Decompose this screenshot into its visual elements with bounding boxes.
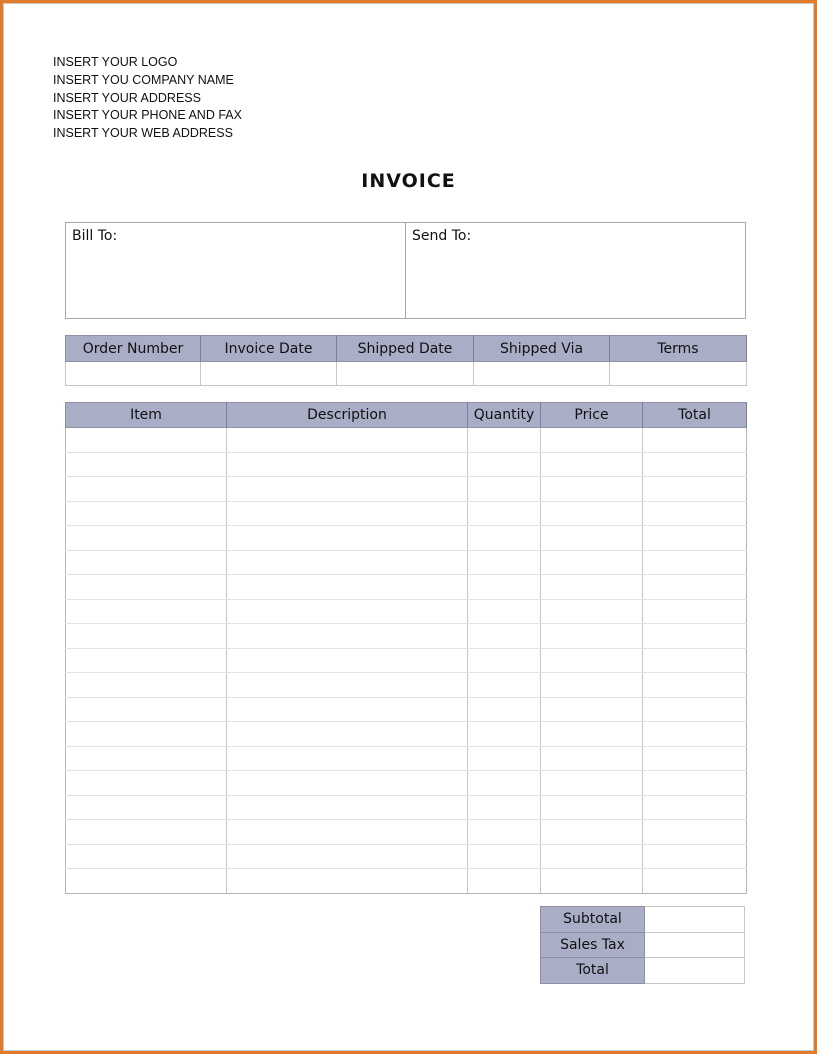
price-cell[interactable]	[541, 550, 643, 575]
quantity-cell[interactable]	[468, 795, 541, 820]
item-cell[interactable]	[66, 869, 227, 894]
description-header: Description	[227, 403, 468, 428]
price-cell[interactable]	[541, 869, 643, 894]
total-cell[interactable]	[643, 599, 747, 624]
item-cell[interactable]	[66, 599, 227, 624]
quantity-cell[interactable]	[468, 673, 541, 698]
price-cell[interactable]	[541, 746, 643, 771]
total-row	[541, 958, 745, 984]
table-row	[66, 795, 747, 820]
description-cell[interactable]	[227, 550, 468, 575]
invoice-date-cell[interactable]	[201, 362, 337, 386]
table-row	[66, 624, 747, 649]
table-row	[66, 428, 747, 453]
sales-tax-row	[541, 932, 745, 958]
quantity-cell[interactable]	[468, 648, 541, 673]
send-to-label: Send To:	[412, 228, 472, 244]
item-cell[interactable]	[66, 746, 227, 771]
table-row	[66, 599, 747, 624]
item-cell[interactable]	[66, 624, 227, 649]
bill-to-label: Bill To:	[72, 228, 118, 244]
quantity-cell[interactable]	[468, 844, 541, 869]
total-cell[interactable]	[643, 648, 747, 673]
item-cell[interactable]	[66, 501, 227, 526]
terms-header: Terms	[610, 336, 747, 362]
bill-to-field[interactable]	[66, 223, 405, 318]
price-cell[interactable]	[541, 599, 643, 624]
quantity-cell[interactable]	[468, 501, 541, 526]
item-cell[interactable]	[66, 697, 227, 722]
company-info-block	[53, 54, 242, 143]
company-logo-placeholder: INSERT YOUR LOGO	[53, 55, 178, 69]
total-header: Total	[643, 403, 747, 428]
total-cell[interactable]	[643, 575, 747, 600]
price-cell[interactable]	[541, 722, 643, 747]
price-cell[interactable]	[541, 844, 643, 869]
shipped-date-header: Shipped Date	[337, 336, 474, 362]
quantity-cell[interactable]	[468, 477, 541, 502]
quantity-cell[interactable]	[468, 428, 541, 453]
company-phone-fax-placeholder: INSERT YOUR PHONE AND FAX	[53, 108, 242, 123]
order-number-cell[interactable]	[66, 362, 201, 386]
price-cell[interactable]	[541, 697, 643, 722]
table-row	[66, 452, 747, 477]
line-items-body	[66, 428, 747, 894]
table-row	[66, 844, 747, 869]
total-cell[interactable]	[643, 746, 747, 771]
price-cell[interactable]	[541, 771, 643, 796]
table-row	[66, 501, 747, 526]
description-cell[interactable]	[227, 820, 468, 845]
shipped-via-header: Shipped Via	[474, 336, 610, 362]
price-header: Price	[541, 403, 643, 428]
price-cell[interactable]	[541, 477, 643, 502]
quantity-cell[interactable]	[468, 599, 541, 624]
table-row	[66, 697, 747, 722]
item-cell[interactable]	[66, 550, 227, 575]
total-cell[interactable]	[643, 844, 747, 869]
description-cell[interactable]	[227, 575, 468, 600]
item-cell[interactable]	[66, 526, 227, 551]
item-cell[interactable]	[66, 771, 227, 796]
invoice-date-header: Invoice Date	[201, 336, 337, 362]
price-cell[interactable]	[541, 795, 643, 820]
price-cell[interactable]	[541, 575, 643, 600]
quantity-cell[interactable]	[468, 550, 541, 575]
item-header: Item	[66, 403, 227, 428]
table-row	[66, 477, 747, 502]
description-cell[interactable]	[227, 501, 468, 526]
address-box	[65, 222, 746, 319]
send-to-field[interactable]	[405, 223, 745, 318]
total-cell[interactable]	[643, 501, 747, 526]
total-cell[interactable]	[643, 697, 747, 722]
price-cell[interactable]	[541, 428, 643, 453]
item-cell[interactable]	[66, 477, 227, 502]
description-cell[interactable]	[227, 869, 468, 894]
description-cell[interactable]	[227, 624, 468, 649]
quantity-cell[interactable]	[468, 575, 541, 600]
table-row	[66, 746, 747, 771]
table-row	[66, 648, 747, 673]
description-cell[interactable]	[227, 795, 468, 820]
description-cell[interactable]	[227, 452, 468, 477]
item-cell[interactable]	[66, 844, 227, 869]
item-cell[interactable]	[66, 428, 227, 453]
total-cell[interactable]	[643, 428, 747, 453]
company-web-address-placeholder: INSERT YOUR WEB ADDRESS	[53, 126, 233, 141]
order-number-header: Order Number	[66, 336, 201, 362]
table-row	[66, 673, 747, 698]
sales-tax-label: Sales Tax	[541, 932, 645, 958]
description-cell[interactable]	[227, 428, 468, 453]
company-name-placeholder: INSERT YOU COMPANY NAME	[53, 72, 234, 87]
total-cell[interactable]	[643, 722, 747, 747]
total-cell[interactable]	[643, 550, 747, 575]
price-cell[interactable]	[541, 624, 643, 649]
price-cell[interactable]	[541, 526, 643, 551]
totals-table	[540, 906, 745, 984]
terms-cell[interactable]	[610, 362, 747, 386]
total-label: Total	[541, 958, 645, 984]
item-cell[interactable]	[66, 820, 227, 845]
quantity-cell[interactable]	[468, 452, 541, 477]
total-cell[interactable]	[643, 624, 747, 649]
description-cell[interactable]	[227, 722, 468, 747]
sales-tax-value[interactable]	[645, 932, 745, 958]
table-row	[66, 771, 747, 796]
quantity-header: Quantity	[468, 403, 541, 428]
line-items-table	[65, 402, 747, 894]
total-cell[interactable]	[643, 820, 747, 845]
price-cell[interactable]	[541, 673, 643, 698]
total-cell[interactable]	[643, 673, 747, 698]
total-cell[interactable]	[643, 526, 747, 551]
item-cell[interactable]	[66, 795, 227, 820]
quantity-cell[interactable]	[468, 722, 541, 747]
total-value[interactable]	[645, 958, 745, 984]
item-cell[interactable]	[66, 648, 227, 673]
table-row	[66, 820, 747, 845]
subtotal-row	[541, 907, 745, 933]
company-address-placeholder: INSERT YOUR ADDRESS	[53, 90, 201, 105]
description-cell[interactable]	[227, 844, 468, 869]
description-cell[interactable]	[227, 477, 468, 502]
total-cell[interactable]	[643, 452, 747, 477]
quantity-cell[interactable]	[468, 697, 541, 722]
quantity-cell[interactable]	[468, 624, 541, 649]
description-cell[interactable]	[227, 526, 468, 551]
shipped-date-cell[interactable]	[337, 362, 474, 386]
description-cell[interactable]	[227, 697, 468, 722]
description-cell[interactable]	[227, 746, 468, 771]
subtotal-label: Subtotal	[541, 907, 645, 933]
price-cell[interactable]	[541, 452, 643, 477]
quantity-cell[interactable]	[468, 771, 541, 796]
item-cell[interactable]	[66, 575, 227, 600]
quantity-cell[interactable]	[468, 526, 541, 551]
quantity-cell[interactable]	[468, 869, 541, 894]
description-cell[interactable]	[227, 771, 468, 796]
invoice-title: INVOICE	[361, 170, 456, 192]
table-row	[66, 550, 747, 575]
subtotal-value[interactable]	[645, 907, 745, 933]
item-cell[interactable]	[66, 452, 227, 477]
order-info-table	[65, 335, 747, 386]
quantity-cell[interactable]	[468, 746, 541, 771]
table-row	[66, 575, 747, 600]
table-row	[66, 869, 747, 894]
description-cell[interactable]	[227, 599, 468, 624]
total-cell[interactable]	[643, 795, 747, 820]
description-cell[interactable]	[227, 673, 468, 698]
price-cell[interactable]	[541, 820, 643, 845]
price-cell[interactable]	[541, 501, 643, 526]
shipped-via-cell[interactable]	[474, 362, 610, 386]
total-cell[interactable]	[643, 869, 747, 894]
item-cell[interactable]	[66, 722, 227, 747]
table-row	[66, 526, 747, 551]
price-cell[interactable]	[541, 648, 643, 673]
item-cell[interactable]	[66, 673, 227, 698]
description-cell[interactable]	[227, 648, 468, 673]
total-cell[interactable]	[643, 477, 747, 502]
order-info-row	[66, 362, 747, 386]
total-cell[interactable]	[643, 771, 747, 796]
quantity-cell[interactable]	[468, 820, 541, 845]
table-row	[66, 722, 747, 747]
